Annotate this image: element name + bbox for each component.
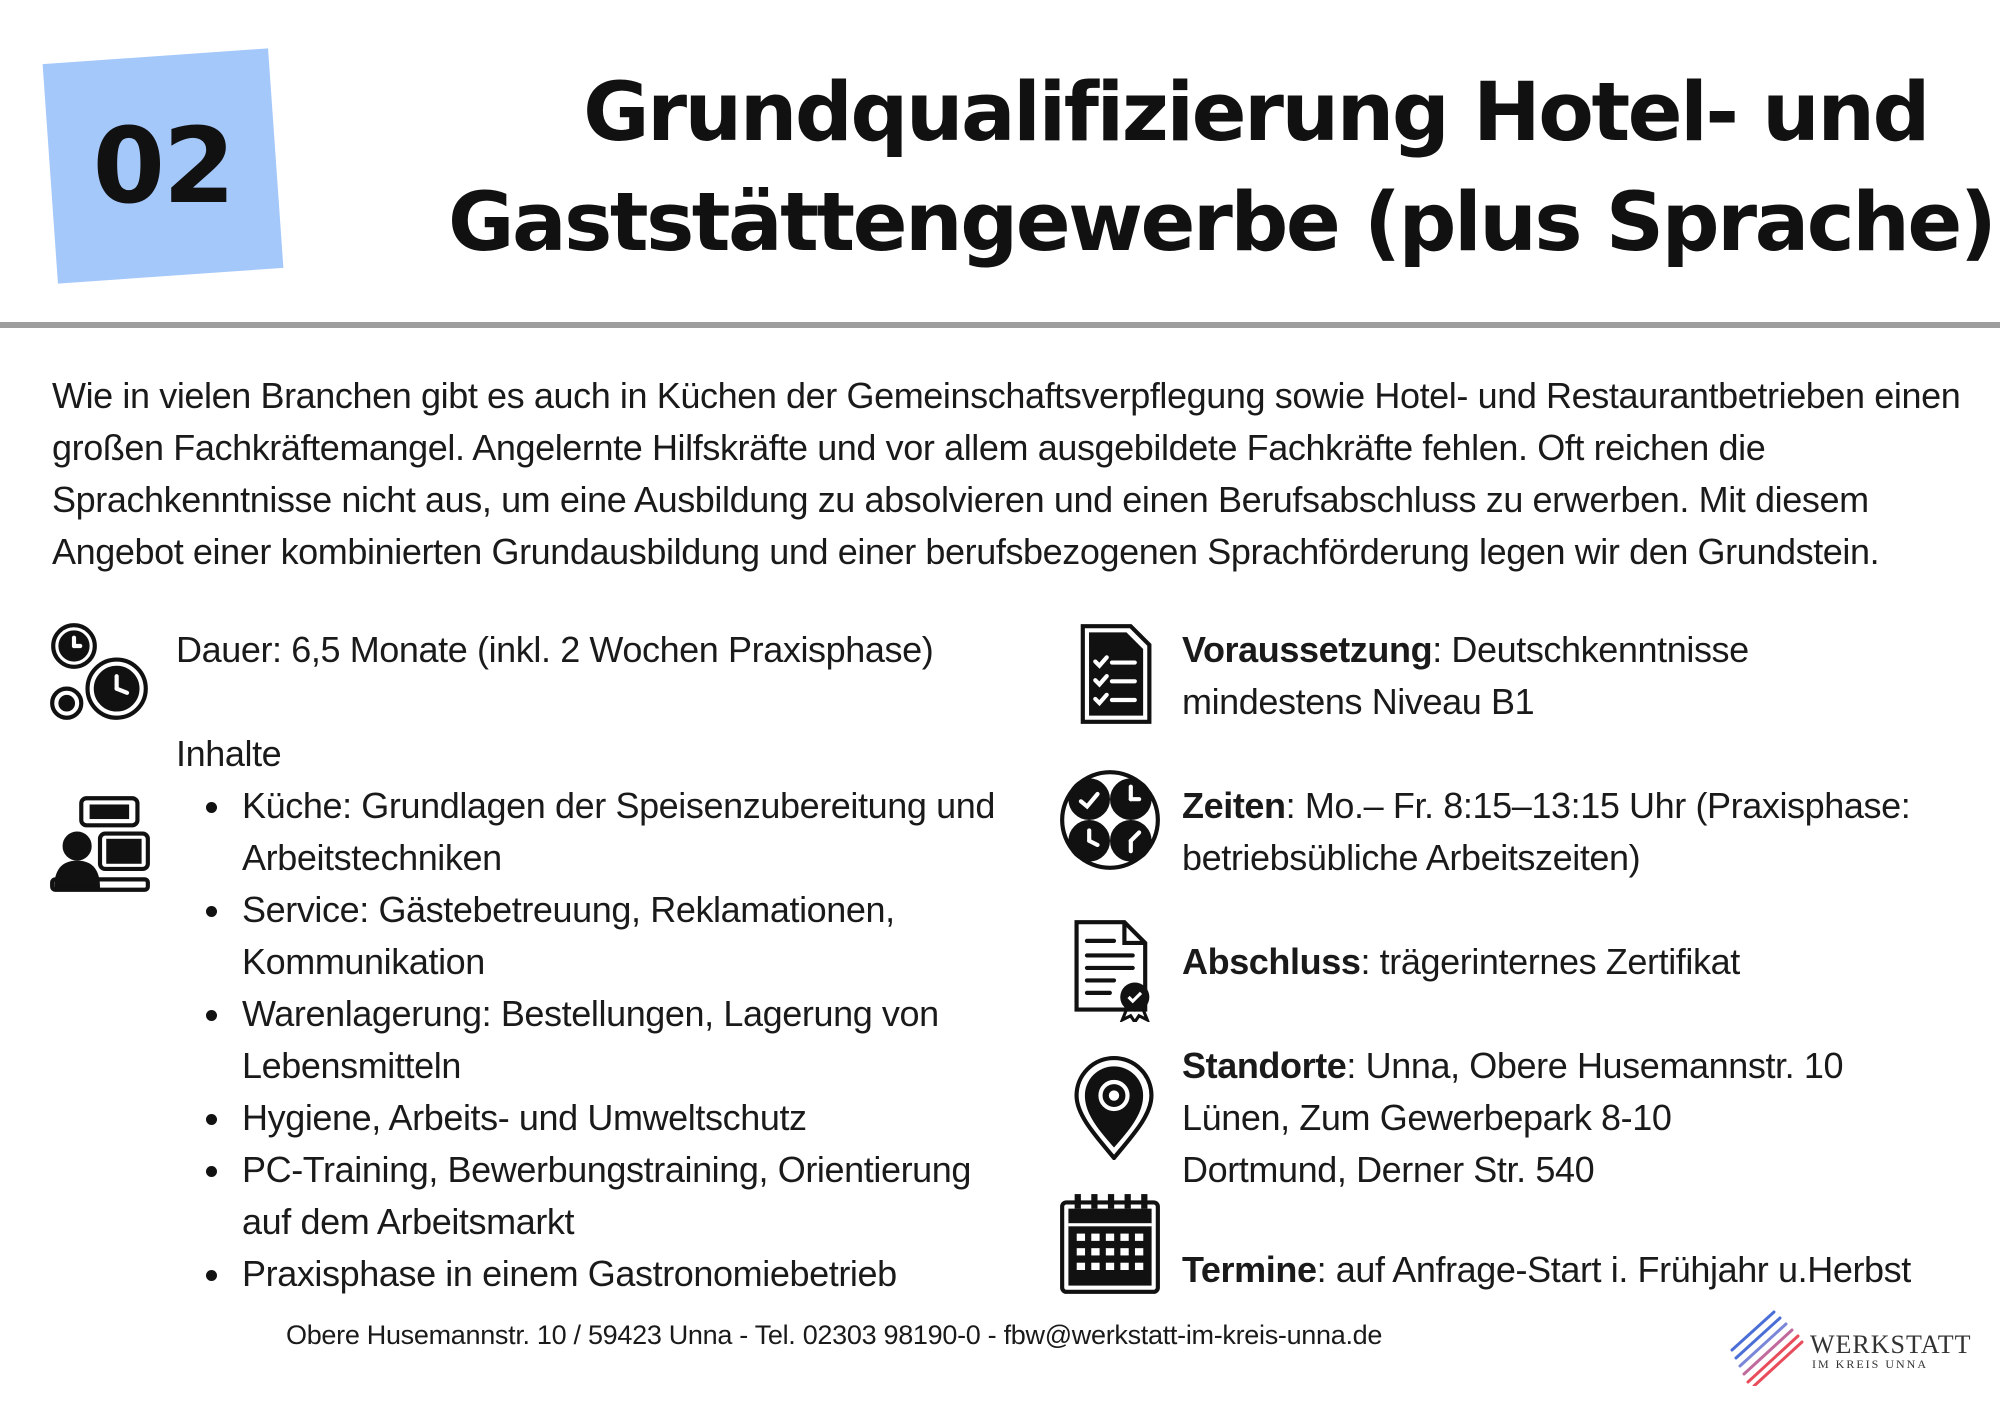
dates-text: : auf Anfrage-Start i. Frühjahr u.Herbst — [1316, 1249, 1911, 1290]
certificate-icon — [1062, 918, 1166, 1022]
person-computer-icon — [48, 792, 152, 896]
dates-block — [1182, 1244, 1911, 1296]
locations-text-line-2: Lünen, Zum Gewerbepark 8-10 — [1182, 1097, 1672, 1138]
location-pin-icon — [1062, 1056, 1166, 1160]
duration-text: Dauer: 6,5 Monate (inkl. 2 Wochen Praxisphase) — [176, 629, 934, 670]
intro-paragraph: Wie in vielen Branchen gibt es auch in Küchen der Gemeinschaftsverpflegung sowie Hotel- und Restaurantbetrieben einen großen Fachkräftemangel. Angelernte Hilfskräfte und vor allem ausgebildete Fachkräfte fehlen. Oft reichen die Sprachkenntnisse nicht aus, um eine Ausbildung zu absolvieren und einen Berufsabschluss zu erwerben. Mit diesem Angebot einer kombinierten Grundausbildung und einer berufsbezogenen Sprachförderung legen wir den Grundstein. — [52, 375, 1961, 572]
logo-name: WERKSTATT — [1810, 1330, 1972, 1359]
locations-block — [1182, 1040, 1962, 1196]
times-block — [1182, 780, 1962, 884]
contents-heading: Inhalte — [176, 733, 282, 774]
checklist-document-icon — [1062, 622, 1166, 726]
list-item: Praxisphase in einem Gastronomiebetrieb — [176, 1248, 996, 1300]
page-title-line-2: Gaststättengewerbe (plus Sprache) — [448, 176, 1995, 270]
locations-label: Standorte — [1182, 1045, 1347, 1086]
degree-text: : trägerinternes Zertifikat — [1360, 941, 1740, 982]
list-item: Warenlagerung: Bestellungen, Lagerung von Lebensmitteln — [176, 988, 996, 1092]
requirement-text: : Deutschkenntnisse — [1432, 629, 1749, 670]
requirement-block — [1182, 624, 1942, 728]
header-divider — [0, 322, 2000, 328]
times-text: : Mo.– Fr. 8:15–13:15 Uhr (Praxisphase: — [1285, 785, 1911, 826]
locations-text: : Unna, Obere Husemannstr. 10 — [1346, 1045, 1844, 1086]
degree-label: Abschluss — [1182, 941, 1361, 982]
times-label: Zeiten — [1182, 785, 1286, 826]
list-item: Hygiene, Arbeits- und Umweltschutz — [176, 1092, 996, 1144]
page-title — [448, 58, 1995, 278]
degree-block — [1182, 936, 1740, 988]
clocks-icon — [1058, 768, 1162, 872]
page-title-line-1: Grundqualifizierung Hotel- und — [583, 66, 1928, 160]
locations-text-line-3: Dortmund, Derner Str. 540 — [1182, 1149, 1595, 1190]
requirement-label: Voraussetzung — [1182, 629, 1433, 670]
footer-contact: Obere Husemannstr. 10 / 59423 Unna - Tel. 02303 98190-0 - fbw@werkstatt-im-kreis-unna.de — [286, 1320, 1383, 1350]
list-item: PC-Training, Bewerbungstraining, Orientierung auf dem Arbeitsmarkt — [176, 1144, 996, 1248]
gears-clock-icon — [48, 620, 152, 724]
dates-label: Termine — [1182, 1249, 1317, 1290]
contents-list — [176, 780, 996, 1300]
calendar-icon — [1058, 1192, 1162, 1296]
times-text-line-2: betriebsübliche Arbeitszeiten) — [1182, 837, 1641, 878]
section-number: 02 — [92, 105, 234, 227]
logo-subtitle: IM KREIS UNNA — [1812, 1357, 1928, 1371]
requirement-text-line-2: mindestens Niveau B1 — [1182, 681, 1535, 722]
list-item: Küche: Grundlagen der Speisenzubereitung und Arbeitstechniken — [176, 780, 996, 884]
list-item: Service: Gästebetreuung, Reklamationen, Kommunikation — [176, 884, 996, 988]
